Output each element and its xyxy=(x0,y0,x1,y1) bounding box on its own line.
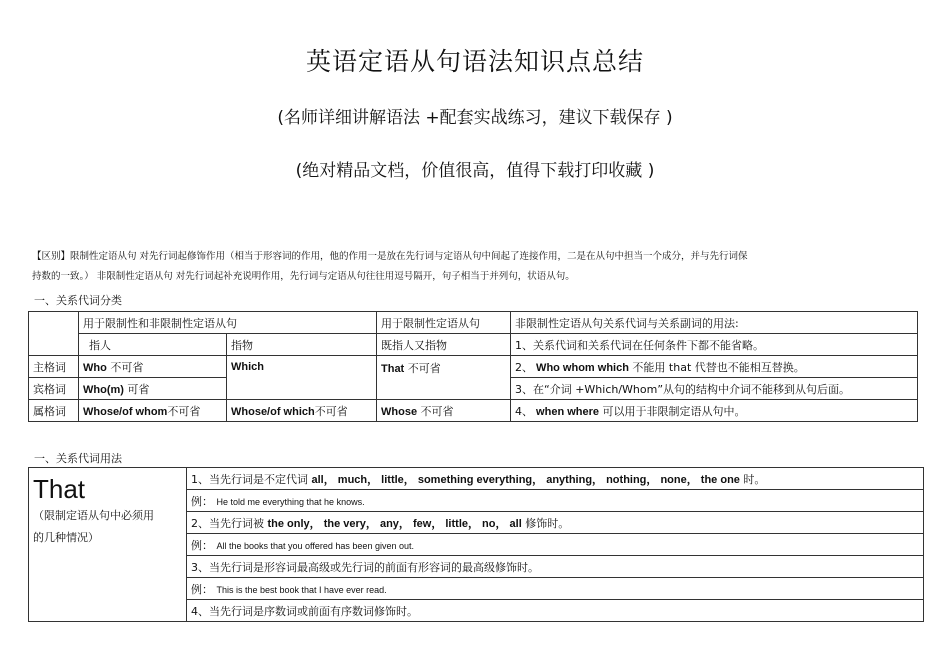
table-row xyxy=(29,356,918,378)
rule-cell: 2、当先行词被 the only， the very， any， few， little， no， all 修饰时。 xyxy=(187,512,924,534)
table-row xyxy=(29,400,918,422)
that-word: That xyxy=(33,474,86,504)
subtitle-2: (绝对精品文档，价值很高，值得下载打印收藏 ) xyxy=(295,161,655,181)
rule-cell: 1、当先行词是不定代词 all， much， little， something everything， anything， nothing， none， the one 时。 xyxy=(187,468,924,490)
page-title: 英语定语从句语法知识点总结 xyxy=(305,47,644,76)
table-header: 既指人又指物 xyxy=(377,334,511,356)
table-header: 指人 xyxy=(79,334,227,356)
row-label: 主格词 xyxy=(29,356,79,378)
example-cell: 例： He told me everything that he knows. xyxy=(187,490,924,512)
relative-pronoun-table xyxy=(28,311,918,422)
row-label: 宾格词 xyxy=(29,378,79,400)
table-row xyxy=(29,334,918,356)
table-cell: Who 不可省 xyxy=(79,356,227,378)
distinction-note-line1: 【区别】限制性定语从句 对先行词起修饰作用（相当于形容词的作用，他的作用一是放在先行词与定语从句中间起了连接作用，二是在从句中担当一个成分，并与先行词保 xyxy=(32,251,748,262)
table-cell: That 不可省 xyxy=(377,356,511,400)
example-cell: 例： All the books that you offered has been given out. xyxy=(187,534,924,556)
table-cell: Whose/of which不可省 xyxy=(227,400,377,422)
example-cell: 例： This is the best book that I have ever read. xyxy=(187,578,924,600)
table-cell: Whose/of whom不可省 xyxy=(79,400,227,422)
distinction-note-line2: 持数的一致。） 非限制性定语从句 对先行词起补充说明作用，先行词与定语从句往往用逗号隔开，句子相当于并列句，状语从句。 xyxy=(32,271,575,282)
section1-heading: 一、关系代词分类 xyxy=(34,294,122,307)
rule-cell: 3、当先行词是形容词最高级或先行词的前面有形容词的最高级修饰时。 xyxy=(187,556,924,578)
that-note: （限制定语从句中必须用 xyxy=(33,509,154,522)
that-cell xyxy=(29,468,187,622)
table-header: 用于限制性定语从句 xyxy=(377,312,511,334)
table-cell: Whose 不可省 xyxy=(377,400,511,422)
table-cell: 3、在“介词 +Which/Whom”从句的结构中介词不能移到从句后面。 xyxy=(511,378,918,400)
that-note: 的几种情况） xyxy=(33,531,99,544)
table-header: 用于限制性和非限制性定语从句 xyxy=(79,312,377,334)
table-cell: Who(m) 可省 xyxy=(79,378,227,400)
table-cell xyxy=(29,312,79,356)
table-cell: Which xyxy=(227,356,377,400)
row-label: 属格词 xyxy=(29,400,79,422)
section2-heading: 一、关系代词用法 xyxy=(34,452,122,465)
table-header: 非限制性定语从句关系代词与关系副词的用法: xyxy=(511,312,918,334)
table-header: 指物 xyxy=(227,334,377,356)
rule-cell: 4、当先行词是序数词或前面有序数词修饰时。 xyxy=(187,600,924,622)
that-usage-table xyxy=(28,467,924,622)
table-cell: 1、关系代词和关系代词在任何条件下都不能省略。 xyxy=(511,334,918,356)
subtitle-1: (名师详细讲解语法 +配套实战练习，建议下载保存 ) xyxy=(277,108,673,128)
table-cell: 2、 Who whom which 不能用 that 代替也不能相互替换。 xyxy=(511,356,918,378)
table-row xyxy=(29,468,924,490)
table-row xyxy=(29,312,918,334)
table-cell: 4、 when where 可以用于非限制定语从句中。 xyxy=(511,400,918,422)
